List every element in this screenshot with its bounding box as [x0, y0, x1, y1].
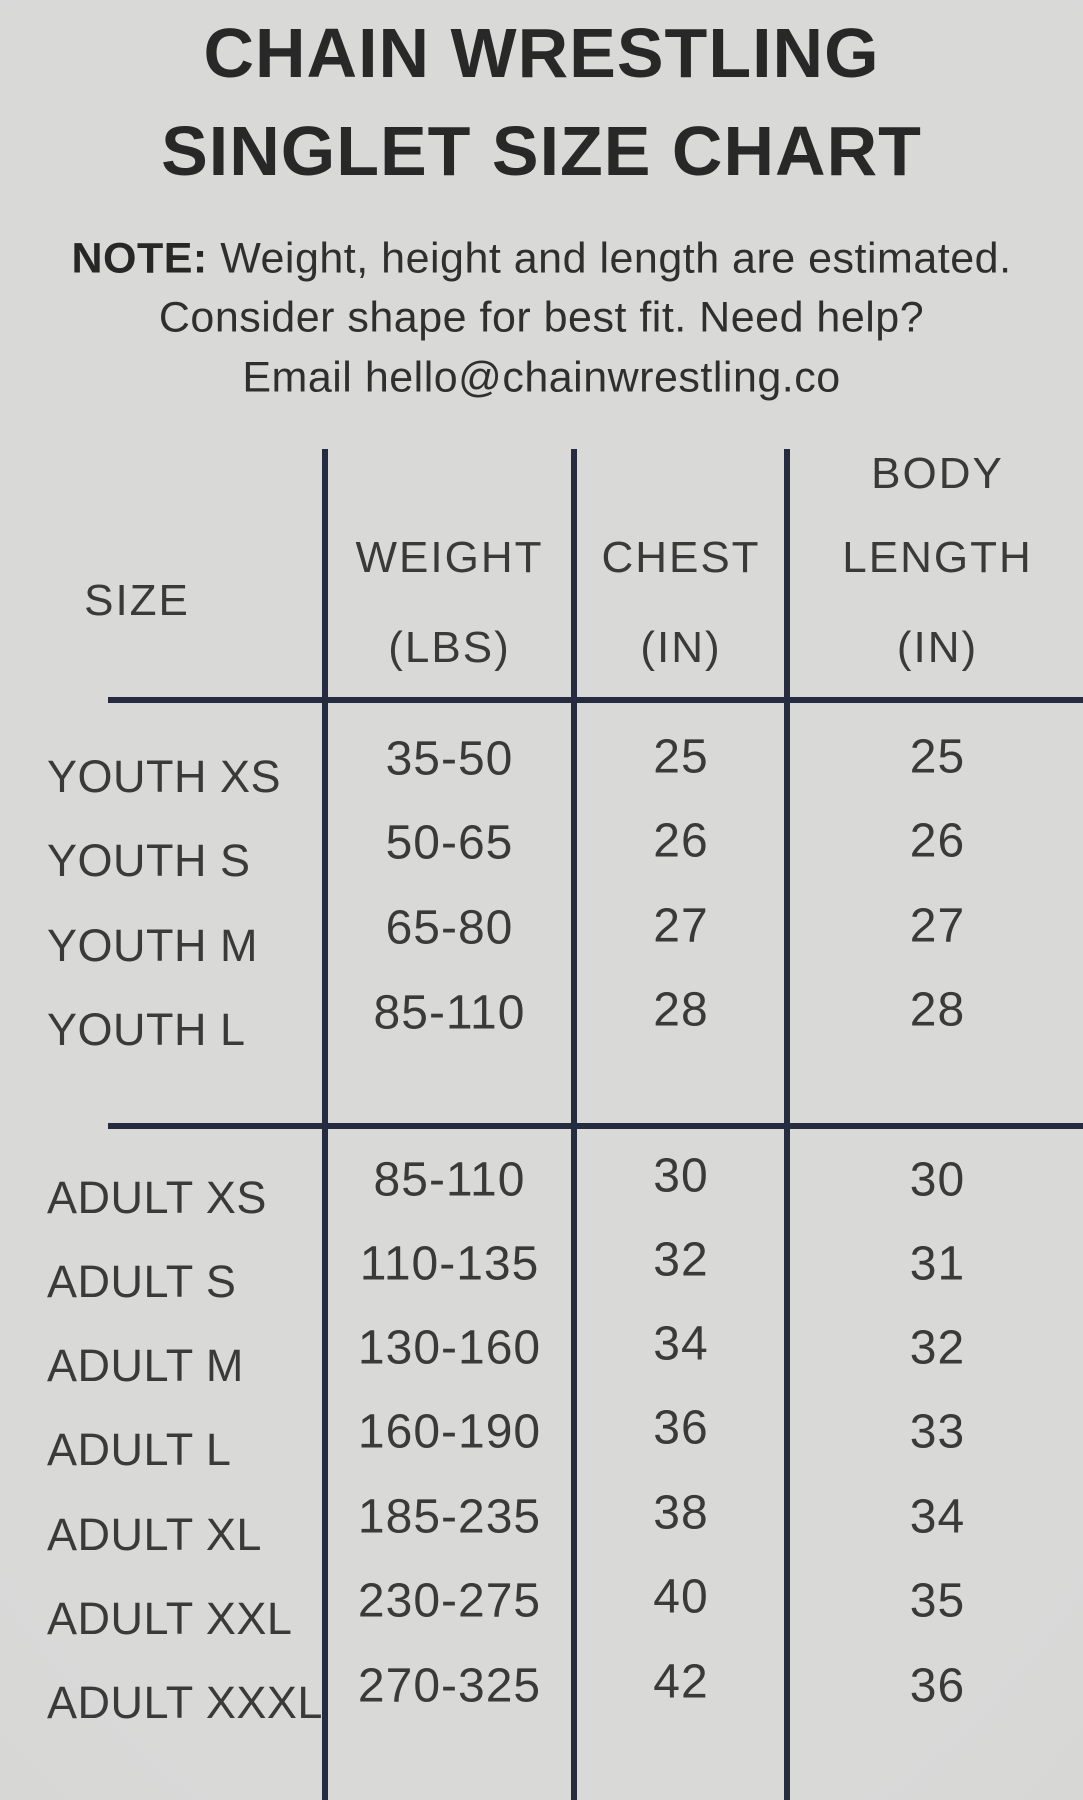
table-section-divider	[108, 1123, 1083, 1129]
note-label: NOTE:	[71, 234, 208, 283]
cell-weight: 110-135	[359, 1237, 540, 1291]
cell-body-length: 30	[909, 1153, 966, 1207]
note-line3-prefix: Email	[242, 353, 365, 402]
row-label-adult-l: ADULT L	[47, 1424, 232, 1475]
cell-body-length: 36	[909, 1659, 966, 1713]
row-label-adult-xxxl: ADULT XXXL	[47, 1677, 323, 1728]
cell-body-length: 27	[909, 899, 966, 953]
note-line2: Consider shape for best fit. Need help?	[158, 293, 925, 342]
cell-chest: 26	[653, 814, 709, 868]
cell-weight: 130-160	[357, 1321, 542, 1375]
cell-chest: 38	[653, 1486, 709, 1540]
column-header-chest-units: (IN)	[640, 623, 722, 672]
cell-body-length: 26	[909, 814, 966, 868]
column-header-chest: CHEST	[601, 533, 761, 582]
row-label-youth-s: YOUTH S	[47, 835, 251, 886]
cell-weight: 85-110	[373, 1153, 526, 1207]
cell-weight: 160-190	[357, 1405, 542, 1459]
column-header-body-length: LENGTH	[842, 533, 1033, 582]
column-header-weight-units: (LBS)	[388, 623, 511, 672]
row-label-adult-xxl: ADULT XXL	[47, 1593, 293, 1644]
note-line1	[0, 235, 1083, 284]
cell-chest: 36	[653, 1401, 709, 1455]
cell-chest: 40	[653, 1570, 709, 1624]
page-title-line2: SINGLET SIZE CHART	[161, 112, 922, 190]
contact-email: hello@chainwrestling.co	[364, 353, 841, 402]
cell-body-length: 35	[909, 1574, 966, 1628]
cell-chest: 25	[653, 730, 709, 784]
note-line1-text: Weight, height and length are estimated.	[220, 234, 1012, 283]
cell-chest: 30	[653, 1149, 709, 1203]
note-line3	[0, 354, 1083, 403]
row-label-adult-xl: ADULT XL	[47, 1509, 262, 1560]
cell-weight: 185-235	[357, 1490, 542, 1544]
column-header-size: SIZE	[84, 576, 190, 625]
row-label-adult-s: ADULT S	[47, 1256, 237, 1307]
row-label-youth-l: YOUTH L	[47, 1004, 246, 1055]
column-header-body: BODY	[871, 449, 1004, 498]
row-label-adult-m: ADULT M	[47, 1340, 244, 1391]
page-title-line1: CHAIN WRESTLING	[203, 14, 880, 92]
column-header-weight: WEIGHT	[355, 533, 544, 582]
row-label-adult-xs: ADULT XS	[47, 1172, 267, 1223]
cell-body-length: 31	[909, 1237, 966, 1291]
cell-chest: 28	[653, 983, 709, 1037]
column-header-body-units: (IN)	[896, 623, 979, 672]
cell-body-length: 33	[909, 1405, 966, 1459]
cell-body-length: 32	[909, 1321, 966, 1375]
cell-weight: 85-110	[373, 986, 526, 1040]
cell-chest: 42	[653, 1655, 709, 1709]
row-label-youth-xs: YOUTH XS	[47, 751, 282, 802]
cell-body-length: 25	[909, 730, 966, 784]
cell-body-length: 34	[909, 1490, 966, 1544]
cell-weight: 65-80	[385, 901, 514, 955]
cell-weight: 50-65	[385, 816, 514, 870]
cell-weight: 270-325	[357, 1659, 542, 1713]
cell-weight: 230-275	[357, 1574, 542, 1628]
cell-body-length: 28	[909, 983, 966, 1037]
cell-weight: 35-50	[385, 732, 514, 786]
cell-chest: 32	[653, 1233, 709, 1287]
table-header-divider	[108, 697, 1083, 703]
cell-chest: 27	[653, 899, 709, 953]
cell-chest: 34	[653, 1317, 709, 1371]
row-label-youth-m: YOUTH M	[47, 920, 258, 971]
